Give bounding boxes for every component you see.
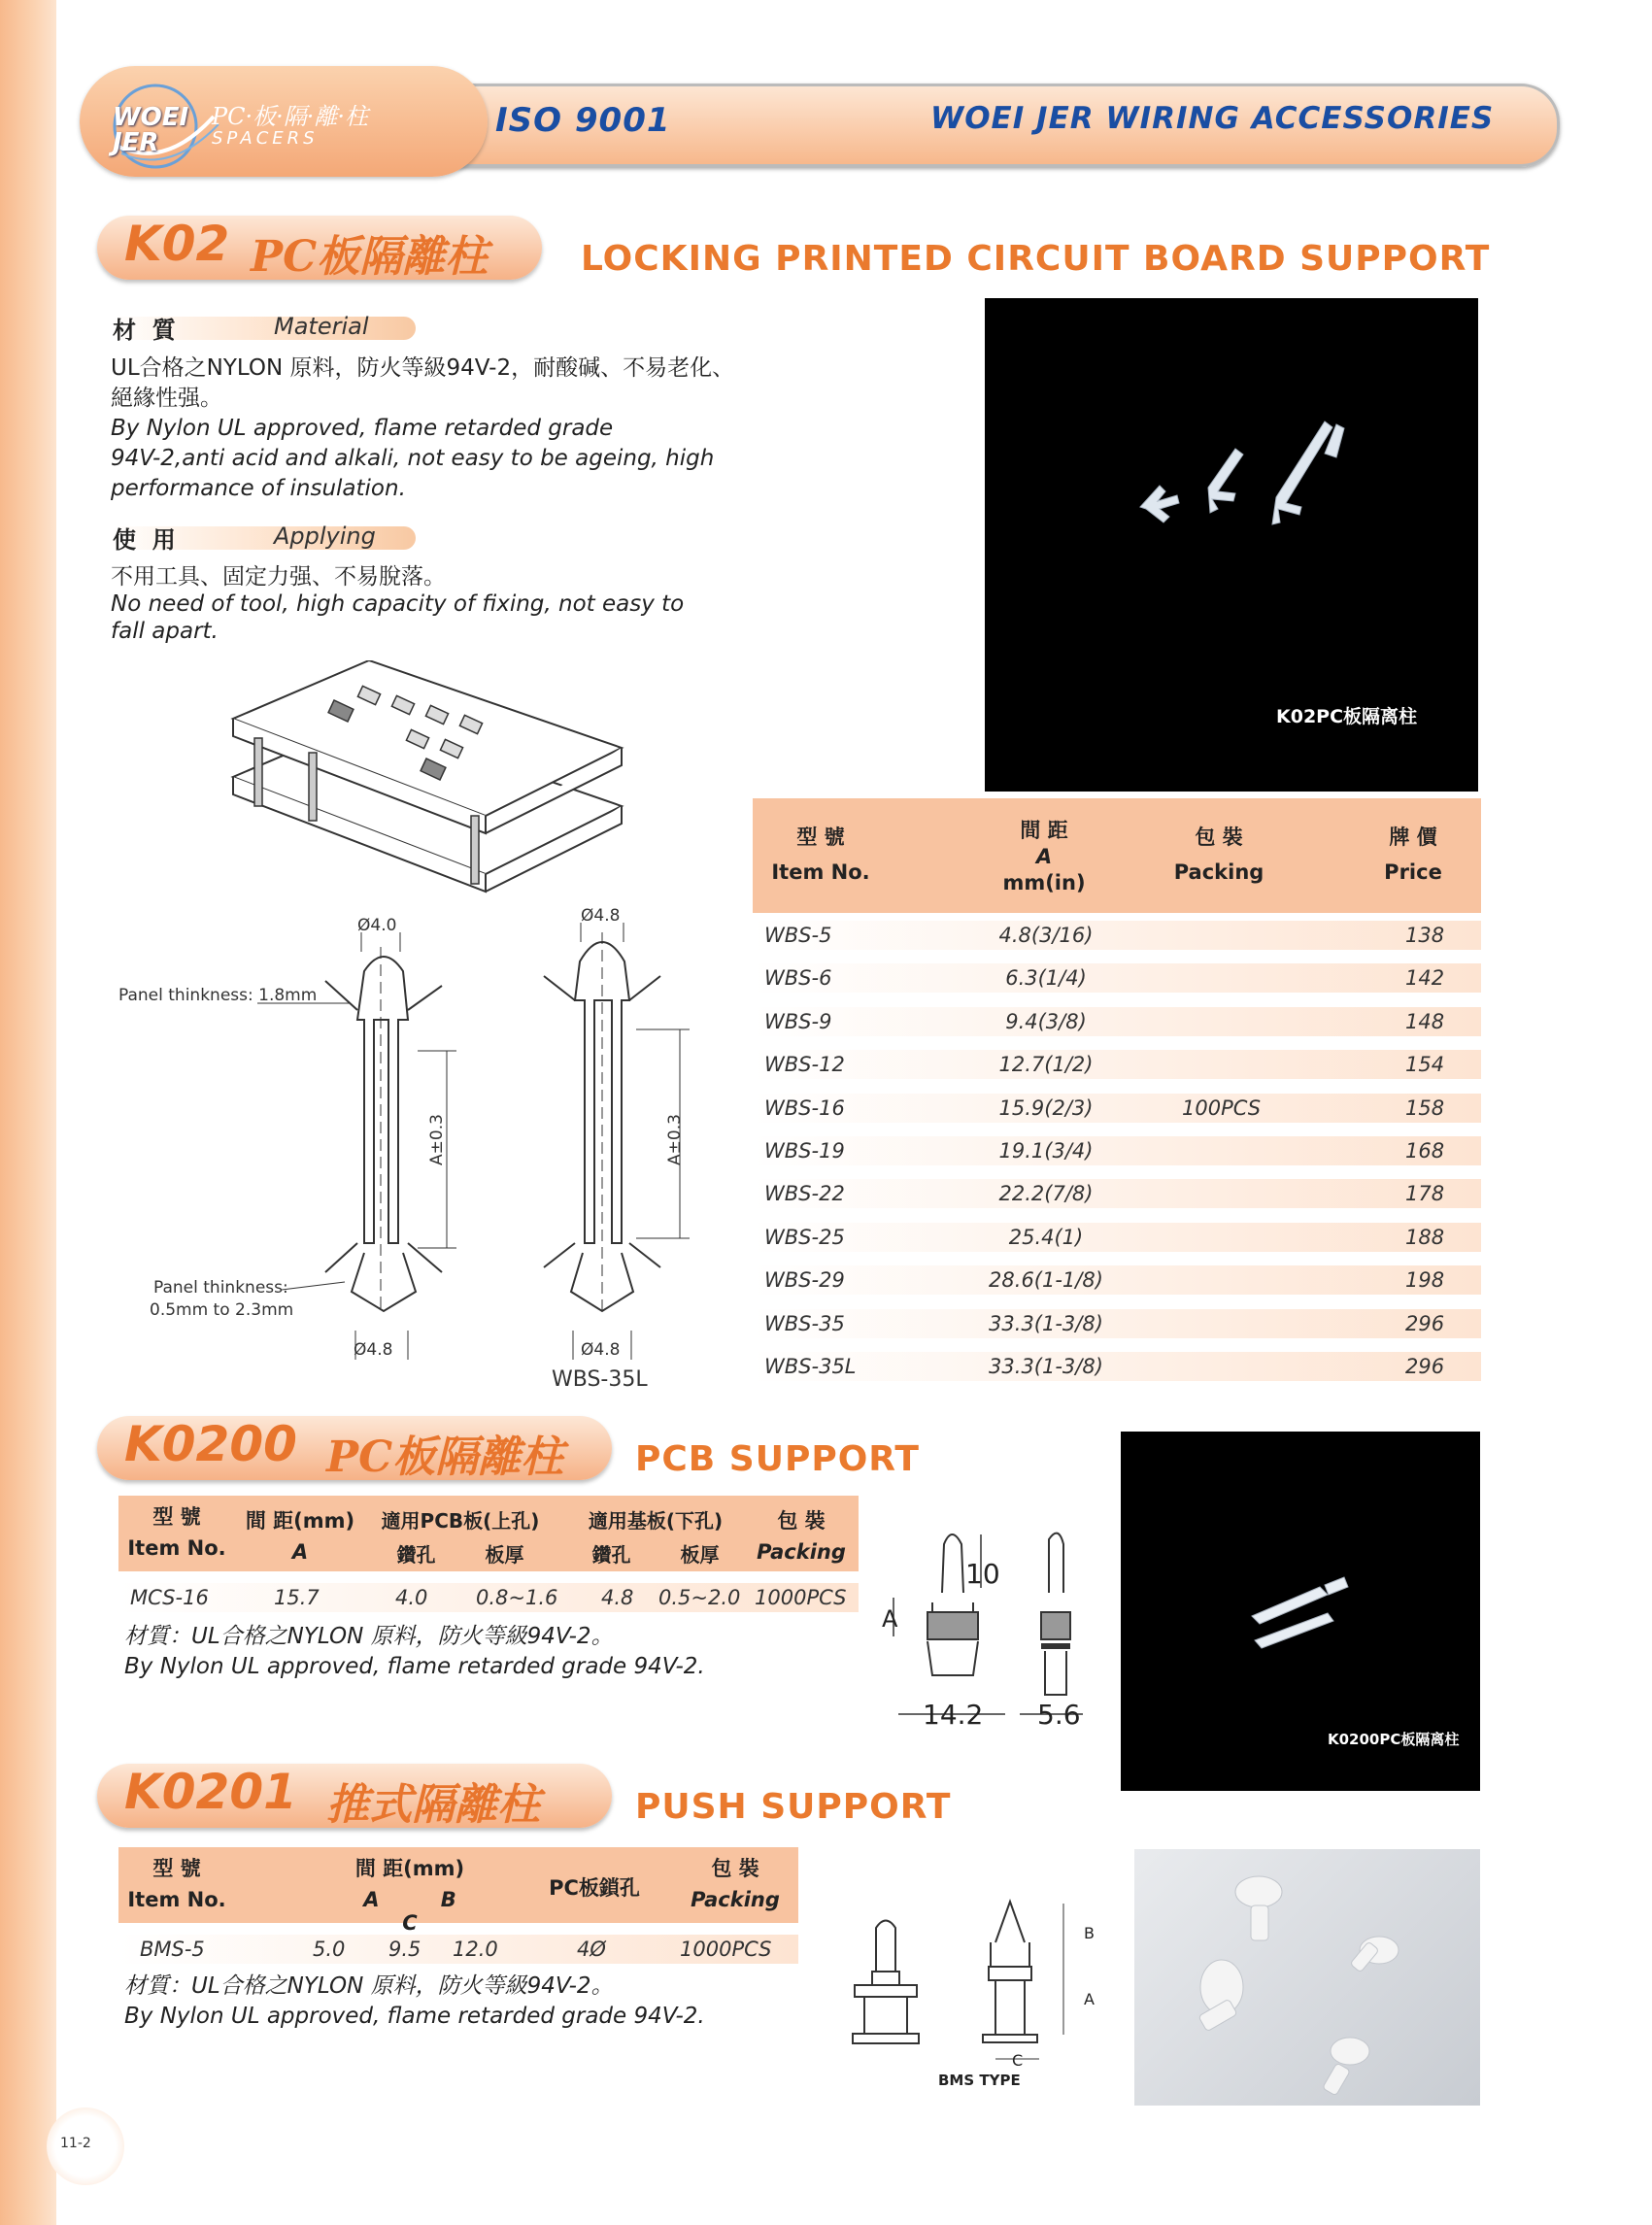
k0201-note: [124, 1972, 862, 2032]
k0201-dimension-drawing: [845, 1884, 1117, 2098]
k0200-cn-title: PC板隔離柱: [326, 1433, 564, 1482]
k0201-spacers-image: [1134, 1849, 1480, 2106]
material-text-cn1: UL合格之NYLON 原料，防火等級94V-2，耐酸碱、不易老化、: [111, 355, 735, 381]
k0200-dim-5-6: 5.6: [1037, 1699, 1081, 1731]
k0200-code: K0200: [124, 1416, 297, 1472]
k02-cell-pitch: 9.4(3/8): [1005, 1009, 1087, 1033]
k0201-table-row: [118, 1935, 798, 1964]
table-row: [753, 1136, 1481, 1165]
k0200-product-photo: [1121, 1432, 1480, 1791]
logo-letters: WOEI JER: [113, 103, 189, 157]
k0200-spacer-sketch: [874, 1505, 1107, 1738]
k02-cell-pitch: 33.3(1-3/8): [989, 1311, 1103, 1335]
k0200-th-pack-en: Packing: [757, 1540, 846, 1564]
k02-th-item-cn: 型 號: [796, 826, 845, 849]
k0200-photo-caption: K0200PC板隔离柱: [1328, 1731, 1460, 1748]
k0200-th-lower-hole: 鑽孔: [591, 1543, 631, 1567]
k0201-note-en: By Nylon UL approved, flame retarded grade 94V-2.: [124, 2004, 705, 2029]
d48-label-bottom-left: Ø4.8: [354, 1340, 393, 1360]
k0200-table-row: [118, 1583, 859, 1612]
k02-table-body: [753, 921, 1481, 1381]
k02-th-item-en: Item No.: [771, 860, 870, 884]
k02-th-packing: [1141, 822, 1297, 884]
k0201-cell-c: 12.0: [453, 1938, 498, 1961]
k0201-dim-a: A: [1084, 1990, 1095, 2008]
k02-cell-price: 188: [1405, 1225, 1445, 1249]
logo-cn: PC·板·隔·離·柱: [212, 103, 369, 130]
k0200-cell-lower-hole: 4.8: [601, 1586, 634, 1609]
k0200-th-item-cn: 型 號: [152, 1505, 201, 1529]
k02-cell-price: 148: [1405, 1009, 1445, 1033]
k0201-th-pitch: [313, 1853, 507, 1935]
k0200-cell-upper-thick: 0.8~1.6: [476, 1586, 558, 1609]
table-row: [753, 1223, 1481, 1252]
k0201-cell-a: 5.0: [313, 1938, 346, 1961]
applying-text: [111, 563, 849, 645]
k02-cn-title: PC板隔離柱: [251, 232, 489, 282]
k02-cell-pitch: 25.4(1): [1008, 1225, 1084, 1249]
k02-spacer-drawing: [107, 903, 709, 1399]
k0200-note-cn: 材質：UL合格之NYLON 原料，防火等級94V-2。: [124, 1624, 614, 1649]
k0201-th-pitch-cn: 間 距(mm): [354, 1857, 465, 1880]
k0200-th-upper-cn: 適用PCB板(上孔): [381, 1509, 540, 1533]
panel-thickness-2b: 0.5mm to 2.3mm: [150, 1300, 294, 1320]
k0200-dim-10: 10: [965, 1558, 1000, 1590]
k02-cell-packing: 100PCS: [1182, 1096, 1262, 1120]
k02-th-price-en: Price: [1384, 860, 1442, 884]
k02-cell-pitch: 22.2(7/8): [998, 1182, 1094, 1206]
k02-cell-item: WBS-35: [764, 1311, 845, 1335]
k02-th-packing-cn: 包 裝: [1195, 826, 1243, 849]
k02-photo-caption: K02PC板隔离柱: [1276, 706, 1418, 727]
k0200-spacers-image: [1121, 1432, 1480, 1791]
k0200-th-pack: [748, 1505, 855, 1564]
k02-cell-item: WBS-12: [764, 1053, 845, 1077]
d40-label: Ø4.0: [357, 916, 397, 935]
material-text-en3: performance of insulation.: [111, 476, 406, 501]
k02-th-pitch-a: A: [1035, 845, 1053, 868]
k02-cell-item: WBS-35L: [764, 1354, 857, 1378]
applying-text-en2: fall apart.: [111, 619, 219, 644]
k02-cell-price: 168: [1405, 1138, 1445, 1163]
applying-label-en: Applying: [274, 523, 376, 550]
k02-cell-price: 154: [1405, 1053, 1445, 1077]
k02-cell-pitch: 33.3(1-3/8): [989, 1354, 1103, 1378]
left-decorative-bar: [0, 0, 56, 2225]
k02-cell-price: 296: [1405, 1354, 1445, 1378]
k02-cell-pitch: 12.7(1/2): [998, 1053, 1094, 1077]
k02-th-pitch-cn: 間 距: [1020, 819, 1068, 842]
k02-cell-price: 158: [1405, 1096, 1445, 1120]
k02-cell-price: 296: [1405, 1311, 1445, 1335]
applying-text-en1: No need of tool, high capacity of fixing, not easy to: [111, 591, 685, 617]
k0201-cell-item: BMS-5: [140, 1938, 205, 1961]
k02-cell-pitch: 19.1(3/4): [998, 1138, 1094, 1163]
k0200-th-lower-sub: [573, 1539, 738, 1568]
material-label-cn: 材 質: [113, 317, 176, 344]
d48-label-bottom-right: Ø4.8: [581, 1340, 621, 1360]
table-row: [753, 1050, 1481, 1079]
iso-label: ISO 9001: [495, 101, 671, 140]
k0200-cell-upper-hole: 4.0: [395, 1586, 428, 1609]
k0201-table: [118, 1847, 798, 1964]
k0200-th-pitch-en: A: [291, 1540, 309, 1564]
k02-en-title: LOCKING PRINTED CIRCUIT BOARD SUPPORT: [581, 239, 1491, 279]
k0200-th-pack-cn: 包 裝: [777, 1509, 826, 1533]
k02-cell-price: 178: [1405, 1182, 1445, 1206]
k0201-en-title: PUSH SUPPORT: [635, 1787, 952, 1827]
k02-cell-price: 142: [1405, 966, 1445, 991]
k02-th-pitch-en: mm(in): [1002, 871, 1086, 894]
k0200-dim-a: A: [882, 1605, 898, 1633]
k02-cell-item: WBS-25: [764, 1225, 845, 1249]
k0201-th-pack-en: Packing: [691, 1888, 780, 1911]
k02-cell-pitch: 15.9(2/3): [998, 1096, 1094, 1120]
k02-cell-pitch: 4.8(3/16): [998, 924, 1094, 947]
k02-th-pitch: [966, 818, 1122, 896]
k0201-table-header: [118, 1847, 798, 1935]
k02-th-item: [762, 822, 879, 884]
applying-text-cn: 不用工具、固定力强、不易脫落。: [111, 564, 446, 590]
table-row: [753, 1094, 1481, 1123]
k02-spacers-image: [985, 298, 1478, 792]
k0201-th-a: A: [363, 1888, 380, 1911]
logo: [97, 78, 476, 175]
k0200-th-lower: [573, 1505, 738, 1568]
k0200-table: [118, 1496, 859, 1612]
k02-code: K02: [124, 216, 230, 272]
k0200-note: [124, 1622, 862, 1682]
k02-cell-price: 198: [1405, 1268, 1445, 1293]
a-tolerance-right: A±0.3: [665, 1114, 685, 1165]
k0200-th-upper-sub: [373, 1539, 548, 1568]
k0200-cell-a: 15.7: [274, 1586, 320, 1609]
k0200-th-lower-cn: 適用基板(下孔): [588, 1509, 724, 1533]
panel-thickness-2a: Panel thinkness:: [153, 1278, 288, 1298]
table-row: [753, 921, 1481, 950]
material-label-en: Material: [274, 313, 369, 340]
k0201-th-pack-cn: 包 裝: [711, 1857, 759, 1880]
k0201-th-c: C: [402, 1911, 418, 1935]
k0200-th-item-en: Item No.: [127, 1536, 226, 1560]
table-row: [753, 1265, 1481, 1295]
table-row: [753, 1352, 1481, 1381]
k02-th-price-cn: 牌 價: [1389, 826, 1437, 849]
k02-cell-price: 138: [1405, 924, 1445, 947]
k0201-bms-sketch: [845, 1884, 1117, 2098]
k02-table-header: [753, 798, 1481, 913]
k0200-dim-14-2: 14.2: [923, 1699, 984, 1731]
panel-thickness-1: Panel thinkness: 1.8mm: [118, 986, 318, 1005]
k0201-th-pack: [672, 1853, 798, 1911]
k0200-cell-lower-thick: 0.5~2.0: [658, 1586, 741, 1609]
k02-dimension-drawing: [107, 903, 709, 1399]
logo-en: SPACERS: [212, 128, 319, 149]
k0200-th-upper-thick: 板厚: [485, 1543, 524, 1567]
k0200-th-upper-hole: 鑽孔: [396, 1543, 436, 1567]
k0201-code: K0201: [124, 1764, 297, 1820]
wbs35l-label: WBS-35L: [552, 1367, 648, 1392]
k0201-cell-hole: 4Ø: [577, 1938, 606, 1961]
k0201-dim-c: C: [1012, 2051, 1024, 2070]
pcb-stack-illustration: [223, 660, 631, 913]
k0201-cell-packing: 1000PCS: [680, 1938, 772, 1961]
k0200-th-item: [118, 1501, 235, 1560]
table-row: [753, 1179, 1481, 1208]
k0200-en-title: PCB SUPPORT: [635, 1439, 920, 1479]
k02-cell-pitch: 6.3(1/4): [1005, 966, 1087, 991]
k0201-dim-b: B: [1084, 1924, 1095, 1942]
material-text-en1: By Nylon UL approved, flame retarded grade: [111, 416, 614, 441]
k0200-cell-item: MCS-16: [130, 1586, 209, 1609]
k02-cell-item: WBS-16: [764, 1096, 845, 1120]
page-number: 11-2: [60, 2136, 91, 2151]
table-row: [753, 963, 1481, 993]
k0201-th-b: B: [440, 1888, 456, 1911]
k0201-th-item-cn: 型 號: [152, 1857, 201, 1880]
k0200-cell-packing: 1000PCS: [755, 1586, 847, 1609]
k0200-th-lower-thick: 板厚: [680, 1543, 720, 1567]
k0201-th-pitch-sub: [313, 1888, 507, 1935]
k02-product-photo: [985, 298, 1478, 792]
k02-th-packing-en: Packing: [1173, 860, 1264, 884]
k02-cell-item: WBS-22: [764, 1182, 845, 1206]
k0201-cell-b: 9.5: [388, 1938, 421, 1961]
k02-cell-pitch: 28.6(1-1/8): [989, 1268, 1103, 1293]
k0200-note-en: By Nylon UL approved, flame retarded grade 94V-2.: [124, 1654, 705, 1679]
k0201-bms-type: BMS TYPE: [938, 2072, 1021, 2089]
applying-label-cn: 使 用: [113, 526, 176, 554]
k02-price-table: [753, 798, 1481, 1381]
material-text-cn2: 絕緣性强。: [111, 386, 222, 411]
k0200-th-pitch-cn: 間 距(mm): [245, 1509, 355, 1533]
pcb-assembly-drawing: [223, 660, 631, 913]
k0200-th-pitch: [237, 1505, 363, 1564]
k0200-table-header: [118, 1496, 859, 1571]
table-row: [753, 1007, 1481, 1036]
k0201-th-item: [118, 1853, 235, 1911]
k0201-th-hole: PC板鎖孔: [549, 1876, 640, 1900]
table-row: [753, 1309, 1481, 1338]
k02-th-price: [1355, 822, 1471, 884]
material-text: [111, 354, 849, 504]
k0200-th-upper: [373, 1505, 548, 1568]
company-name: WOEI JER WIRING ACCESSORIES: [930, 101, 1495, 136]
k0201-note-cn: 材質：UL合格之NYLON 原料，防火等級94V-2。: [124, 1973, 614, 1999]
k02-cell-item: WBS-9: [764, 1009, 832, 1033]
k0201-cn-title: 推式隔離柱: [326, 1780, 540, 1830]
k02-cell-item: WBS-29: [764, 1268, 845, 1293]
k02-cell-item: WBS-19: [764, 1138, 845, 1163]
d48-label-top: Ø4.8: [581, 906, 621, 926]
k0200-dimension-drawing: [874, 1505, 1107, 1738]
k02-cell-item: WBS-5: [764, 924, 832, 947]
a-tolerance-left: A±0.3: [427, 1114, 447, 1165]
material-text-en2: 94V-2,anti acid and alkali, not easy to be ageing, high: [111, 446, 715, 471]
k0201-th-item-en: Item No.: [127, 1888, 226, 1911]
k02-cell-item: WBS-6: [764, 966, 832, 991]
k0201-product-photo: [1134, 1849, 1480, 2106]
